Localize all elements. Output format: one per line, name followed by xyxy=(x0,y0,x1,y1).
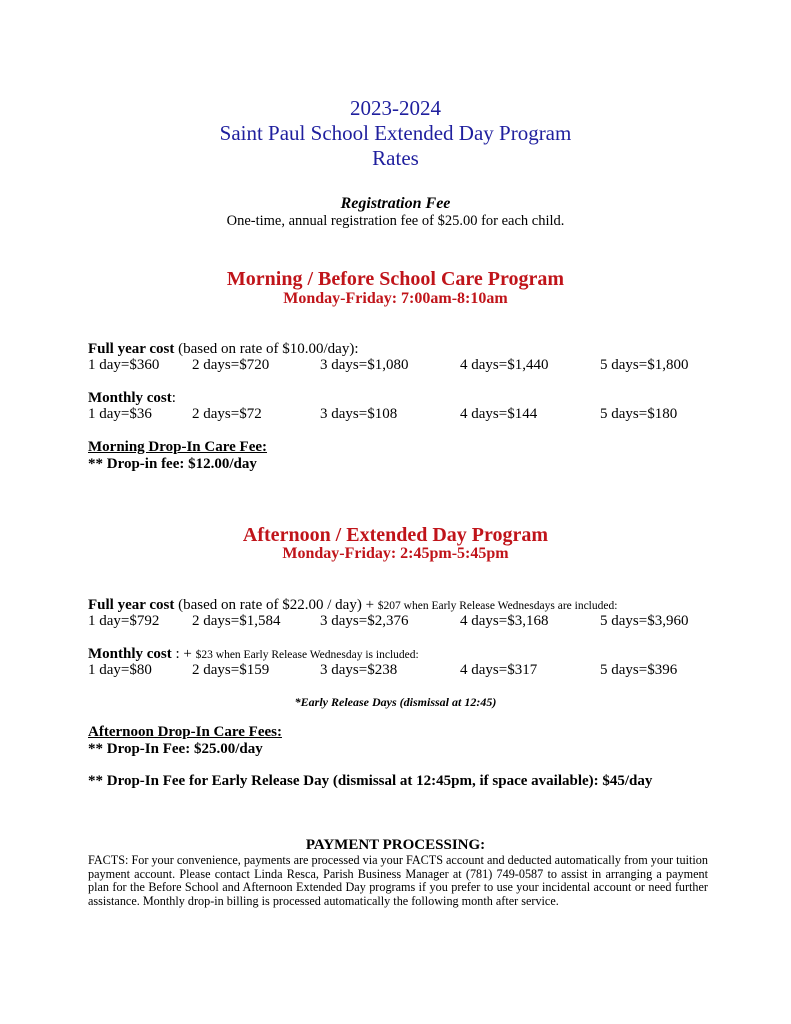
registration-fee-title: Registration Fee xyxy=(340,195,451,212)
rate-cell: 2 days=$72 xyxy=(192,406,262,422)
rate-cell: 5 days=$180 xyxy=(600,406,678,422)
early-release-dropin-fee: ** Drop-In Fee for Early Release Day (dismissal at 12:45pm, if space available): $45/day xyxy=(88,773,653,789)
rate-cell: 4 days=$1,440 xyxy=(460,357,549,373)
rate-cell: 3 days=$1,080 xyxy=(320,357,409,373)
morning-monthly-note: : xyxy=(171,390,176,406)
rates-heading: Rates xyxy=(372,146,419,170)
morning-full-year-label: Full year cost xyxy=(88,341,175,357)
registration-fee-text: One-time, annual registration fee of $25.00 for each child. xyxy=(226,213,565,229)
rate-cell: 5 days=$396 xyxy=(600,662,678,678)
school-year-heading: 2023-2024 xyxy=(350,96,441,120)
morning-full-year-rates xyxy=(0,357,791,374)
afternoon-dropin-title: Afternoon Drop-In Care Fees: xyxy=(88,724,282,740)
morning-dropin-title: Morning Drop-In Care Fee: xyxy=(88,439,268,455)
morning-program-hours: Monday-Friday: 7:00am-8:10am xyxy=(283,290,508,307)
rate-cell: 3 days=$108 xyxy=(320,406,398,422)
rate-cell: 1 day=$80 xyxy=(88,662,152,678)
afternoon-full-year-note: (based on rate of $22.00 / day) + xyxy=(174,597,378,613)
rate-cell: 4 days=$3,168 xyxy=(460,613,549,629)
rate-cell: 1 day=$792 xyxy=(88,613,160,629)
rate-cell: 3 days=$2,376 xyxy=(320,613,409,629)
program-name-heading: Saint Paul School Extended Day Program xyxy=(219,121,572,145)
afternoon-full-year-rates xyxy=(0,613,791,630)
afternoon-monthly-label: Monthly cost xyxy=(88,646,172,662)
afternoon-full-year-extra: $207 when Early Release Wednesdays are included: xyxy=(377,600,618,612)
morning-dropin-fee: ** Drop-in fee: $12.00/day xyxy=(88,456,257,472)
morning-monthly-label: Monthly cost xyxy=(88,390,172,406)
afternoon-program-title: Afternoon / Extended Day Program xyxy=(242,524,549,546)
rate-cell: 2 days=$159 xyxy=(192,662,270,678)
rate-cell: 4 days=$144 xyxy=(460,406,538,422)
early-release-note: *Early Release Days (dismissal at 12:45) xyxy=(294,695,497,709)
rate-cell: 4 days=$317 xyxy=(460,662,538,678)
rate-cell: 1 day=$360 xyxy=(88,357,160,373)
rate-cell: 3 days=$238 xyxy=(320,662,398,678)
afternoon-monthly-note: : + xyxy=(171,646,196,662)
afternoon-program-hours: Monday-Friday: 2:45pm-5:45pm xyxy=(282,545,509,562)
payment-processing-title: PAYMENT PROCESSING: xyxy=(305,837,486,853)
rate-cell: 2 days=$720 xyxy=(192,357,270,373)
afternoon-monthly-rates xyxy=(0,662,791,679)
morning-full-year-note: (based on rate of $10.00/day): xyxy=(174,341,359,357)
rate-cell: 2 days=$1,584 xyxy=(192,613,281,629)
morning-program-title: Morning / Before School Care Program xyxy=(226,268,565,290)
afternoon-dropin-fee: ** Drop-In Fee: $25.00/day xyxy=(88,741,263,757)
morning-full-year-heading xyxy=(88,341,358,358)
afternoon-monthly-extra: $23 when Early Release Wednesday is included: xyxy=(195,649,419,661)
morning-monthly-rates xyxy=(0,406,791,423)
payment-processing-body: FACTS: For your convenience, payments are processed via your FACTS account and deducted automatically from your tuition payment account. Please contact Linda Resca, Parish Business Manager at (781) 749-0587 to assist in arranging a payment plan for the Before School and Afternoon Extended Day programs if you prefer to use your incidental account or need further assistance. Monthly drop-in billing is processed automatically the following month after service. xyxy=(88,853,708,908)
morning-monthly-heading xyxy=(88,390,176,407)
rate-cell: 1 day=$36 xyxy=(88,406,152,422)
rate-cell: 5 days=$1,800 xyxy=(600,357,689,373)
rate-cell: 5 days=$3,960 xyxy=(600,613,689,629)
afternoon-full-year-label: Full year cost xyxy=(88,597,175,613)
